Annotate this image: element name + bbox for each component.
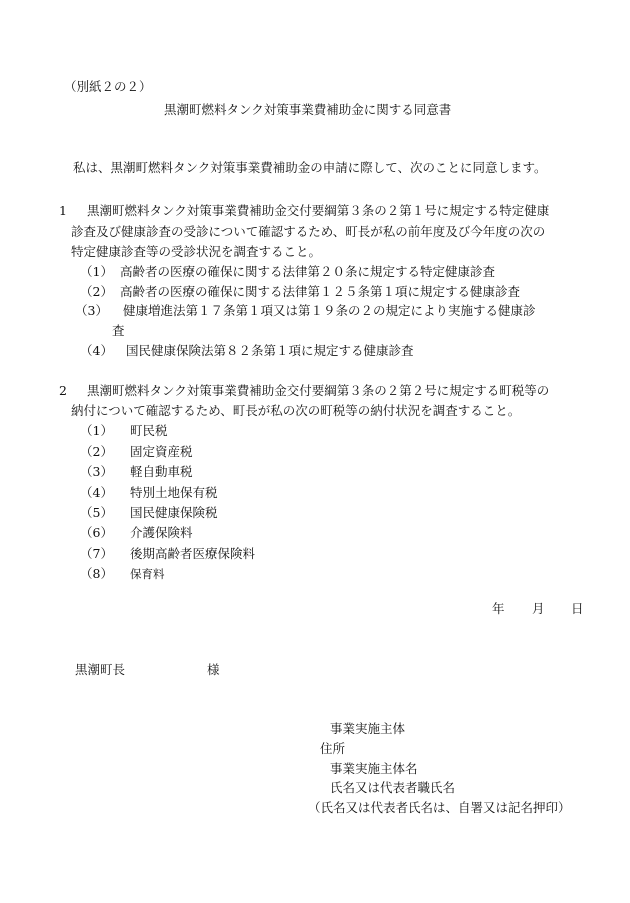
section2-item-6-number: （6） <box>80 525 113 540</box>
date-year: 年 <box>492 601 505 616</box>
section2-item-6 <box>80 527 193 540</box>
section2-item-5-number: （5） <box>80 505 113 520</box>
section1-item-1-text: 高齢者の医療の確保に関する法律第２０条に規定する特定健康診査 <box>120 264 496 279</box>
section2-item-8 <box>80 568 165 581</box>
section2-line-2: 納付について確認するため、町長が私の次の町税等の納付状況を調査すること。 <box>71 403 521 418</box>
section2-item-2-number: （2） <box>80 444 113 459</box>
signature-entity-label: 事業実施主体 <box>330 721 406 736</box>
signature-note: （氏名又は代表者氏名は、自署又は記名押印） <box>308 800 571 815</box>
section2-item-4-number: （4） <box>80 485 113 500</box>
intro-statement: 私は、黒潮町燃料タンク対策事業費補助金の申請に際して、次のことに同意します。 <box>73 160 547 175</box>
section2-number: 2 <box>59 383 67 398</box>
signature-representative-label: 氏名又は代表者職氏名 <box>330 780 456 795</box>
section2-item-6-text: 介護保険料 <box>130 525 193 540</box>
section2-item-8-number: （8） <box>80 566 113 581</box>
section2-item-4-text: 特別土地保有税 <box>130 485 218 500</box>
addressee-honorific: 様 <box>207 662 220 677</box>
section1-line-3: 特定健康診査等の受診状況を調査すること。 <box>71 244 322 259</box>
date-day: 日 <box>571 601 584 616</box>
section1-item-3-number: （3） <box>75 303 108 318</box>
section1-number: 1 <box>59 203 67 218</box>
section2-item-1-number: （1） <box>80 423 113 438</box>
section1-item-3 <box>75 305 536 318</box>
section2-item-5 <box>80 507 218 520</box>
section2-item-7 <box>80 548 255 561</box>
section1-item-2-text: 高齢者の医療の確保に関する法律第１２５条第１項に規定する健康診査 <box>120 284 521 299</box>
section1-item-1-number: （1） <box>80 264 113 279</box>
section2-item-4 <box>80 487 218 500</box>
attachment-label: （別紙２の２） <box>64 79 152 94</box>
section2-item-5-text: 国民健康保険税 <box>130 505 218 520</box>
section2-item-7-text: 後期高齢者医療保険料 <box>130 546 256 561</box>
section2-item-2-text: 固定資産税 <box>130 444 193 459</box>
document-title: 黒潮町燃料タンク対策事業費補助金に関する同意書 <box>164 102 452 117</box>
section2-item-2 <box>80 446 193 459</box>
section1-item-4 <box>80 345 414 358</box>
section2-item-3-number: （3） <box>80 464 113 479</box>
addressee-name: 黒潮町長 <box>75 662 126 677</box>
section1-item-4-number: （4） <box>80 343 113 358</box>
section2-item-7-number: （7） <box>80 546 113 561</box>
section1-item-2-number: （2） <box>80 284 113 299</box>
section2-item-3-text: 軽自動車税 <box>130 464 193 479</box>
section1-item-1 <box>80 266 495 279</box>
section2-line-1: 黒潮町燃料タンク対策事業費補助金交付要綱第３条の２第２号に規定する町税等の <box>87 383 550 398</box>
section2-item-8-text: 保育料 <box>130 567 165 581</box>
signature-entity-name-label: 事業実施主体名 <box>330 761 418 776</box>
section1-line-1: 黒潮町燃料タンク対策事業費補助金交付要綱第３条の２第１号に規定する特定健康 <box>87 203 550 218</box>
section2-item-1-text: 町民税 <box>130 423 168 438</box>
section1-item-4-text: 国民健康保険法第８２条第１項に規定する健康診査 <box>126 343 414 358</box>
signature-address-label: 住所 <box>320 741 346 756</box>
section2-item-3 <box>80 466 193 479</box>
section1-item-3-text: 健康増進法第１７条第１項又は第１９条の２の規定により実施する健康診 <box>123 303 536 318</box>
section1-line-2: 診査及び健康診査の受診について確認するため、町長が私の前年度及び今年度の次の <box>71 224 546 239</box>
section2-item-1 <box>80 425 168 438</box>
section1-item-2 <box>80 286 520 299</box>
section1-item-3-continuation: 査 <box>112 323 125 338</box>
date-month: 月 <box>532 601 545 616</box>
